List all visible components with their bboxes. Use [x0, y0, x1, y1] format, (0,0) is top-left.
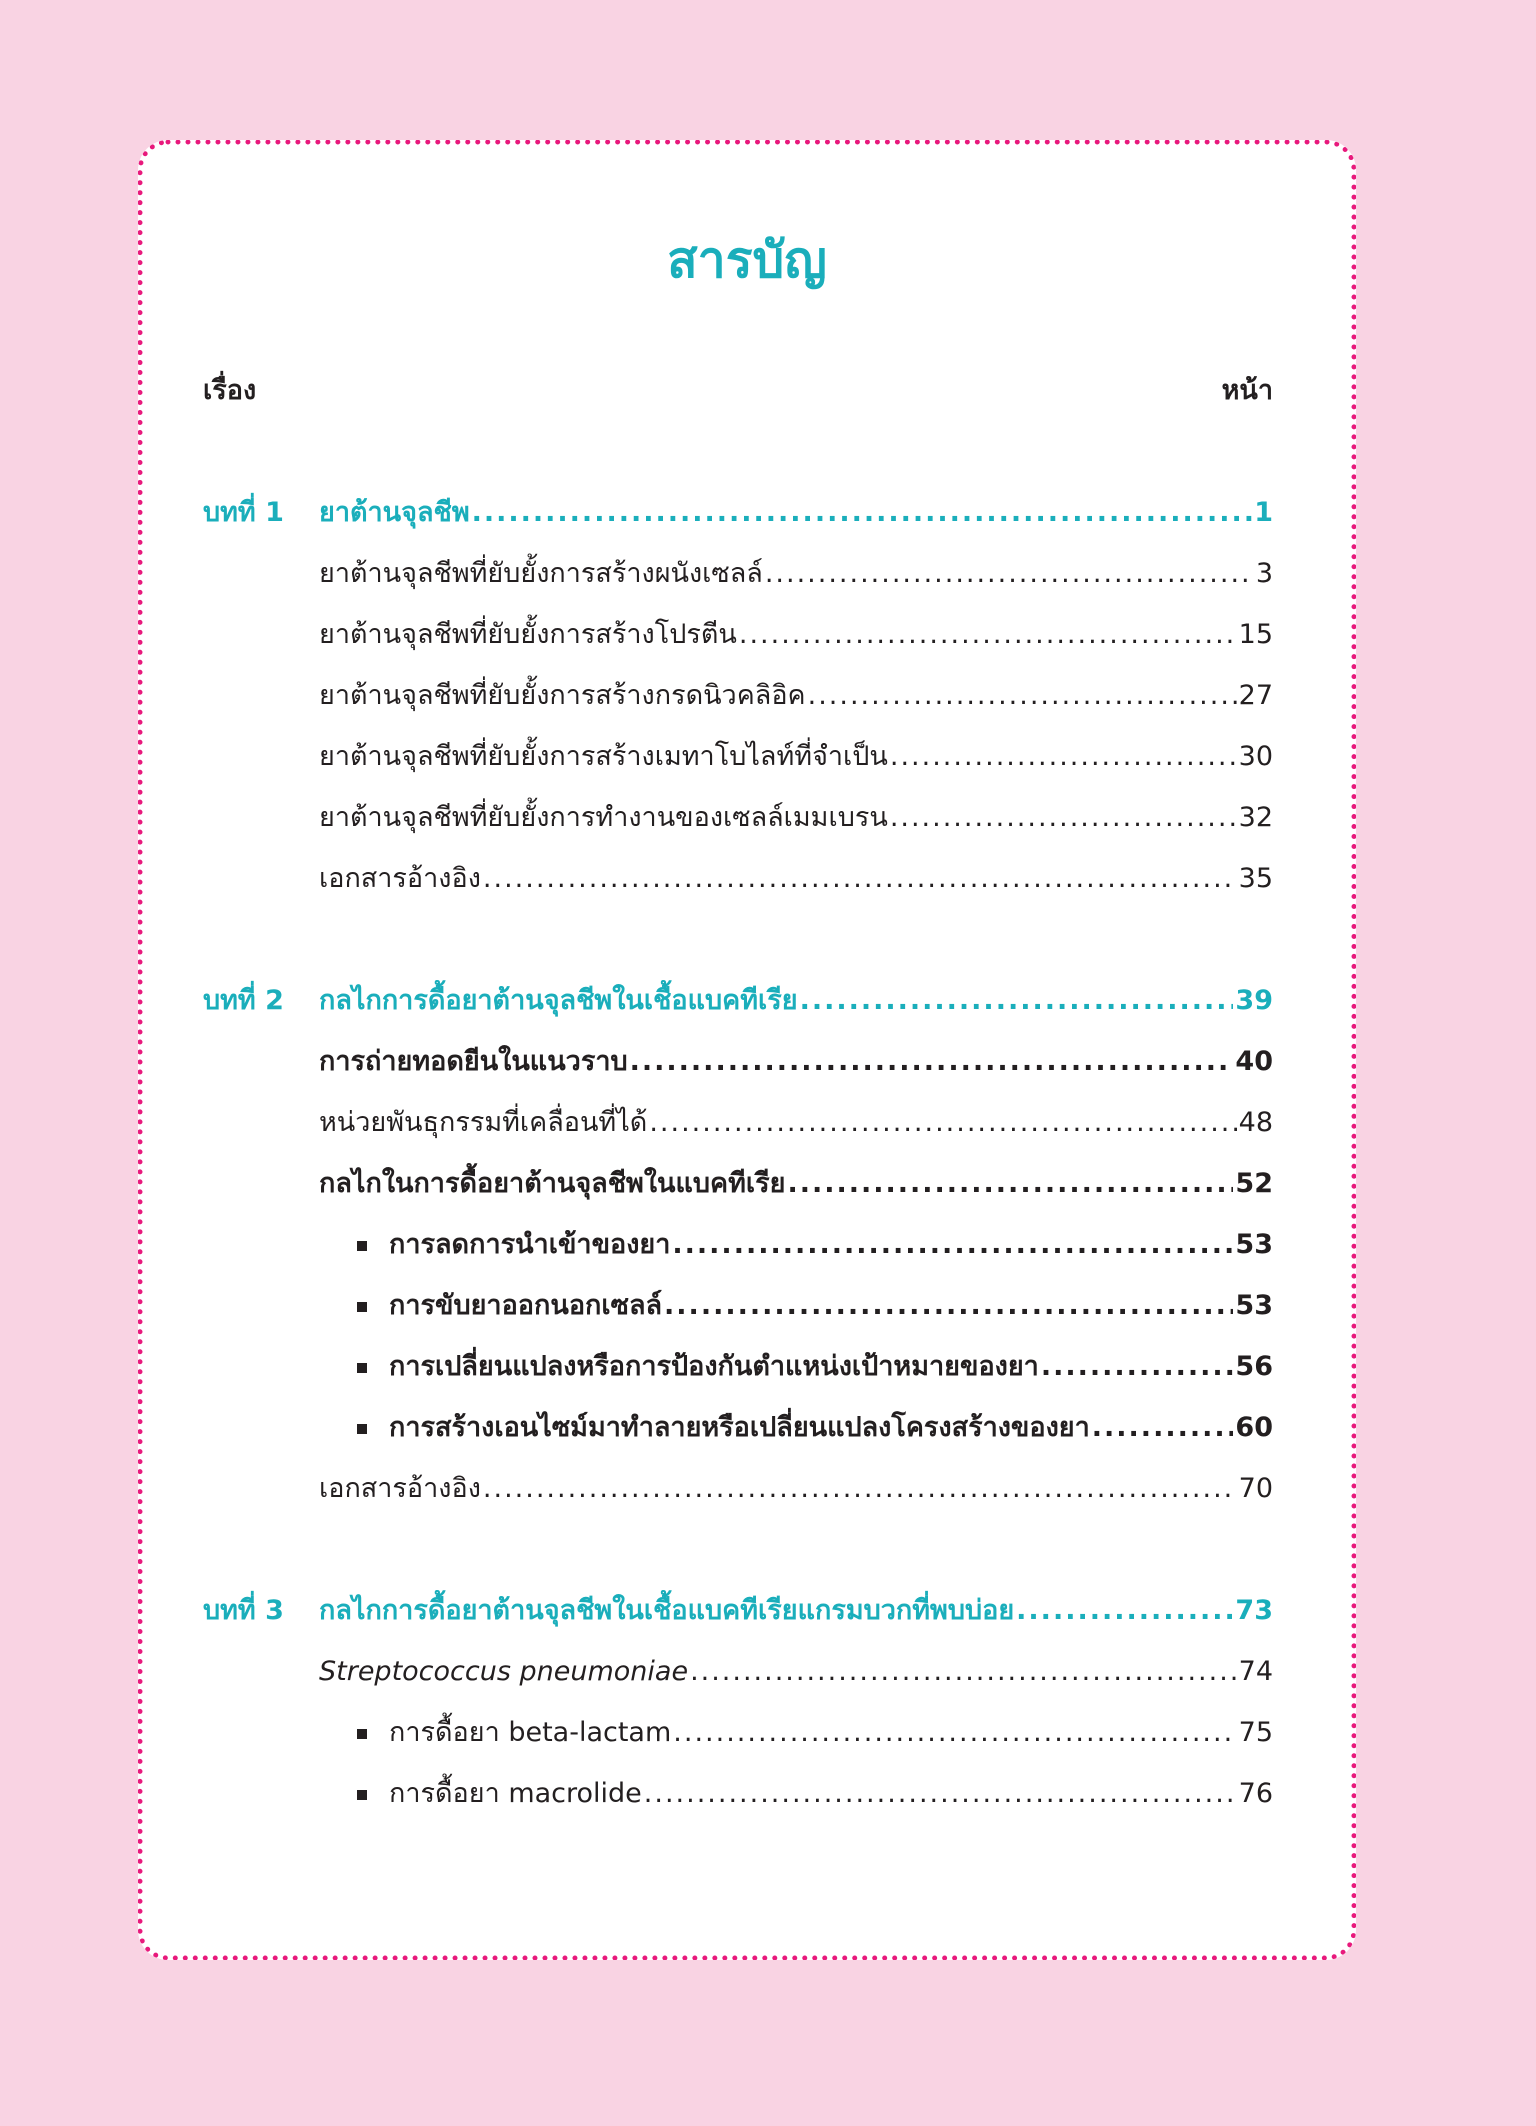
page-number: 76: [1238, 1778, 1273, 1809]
column-heading-page: หน้า: [1221, 375, 1273, 406]
toc-entry[interactable]: [143, 1164, 1273, 1204]
page-number: 27: [1238, 680, 1273, 711]
page-number: 30: [1238, 741, 1273, 772]
page-number: 74: [1238, 1656, 1273, 1687]
dot-leader: [1092, 1408, 1234, 1448]
chapter-number: บทที่ 3: [203, 1595, 284, 1626]
dot-leader: [483, 1469, 1237, 1509]
toc-subentry[interactable]: [143, 1774, 1273, 1814]
page-number: 75: [1238, 1717, 1273, 1748]
toc-chapter-1[interactable]: [143, 493, 1273, 533]
entry-label: การดื้อยา macrolide: [389, 1778, 642, 1809]
entry-label: ยาต้านจุลชีพที่ยับยั้งการสร้างโปรตีน: [319, 619, 737, 650]
page-title: สารบัญ: [667, 231, 827, 289]
toc-entry[interactable]: [143, 1469, 1273, 1509]
toc-entry[interactable]: [143, 1652, 1273, 1692]
chapter-number: บทที่ 1: [203, 497, 284, 528]
chapter-title: ยาต้านจุลชีพ: [319, 497, 470, 528]
toc-entry[interactable]: [143, 737, 1273, 777]
page-number: 32: [1238, 802, 1273, 833]
dot-leader: [483, 859, 1237, 899]
square-bullet-icon: [357, 1729, 367, 1739]
page-number: 39: [1235, 985, 1273, 1016]
toc-entry[interactable]: [143, 798, 1273, 838]
page-number: 48: [1238, 1107, 1273, 1138]
entry-label: ยาต้านจุลชีพที่ยับยั้งการสร้างกรดนิวคลิอิค: [319, 680, 806, 711]
entry-label: การขับยาออกนอกเซลล์: [389, 1290, 663, 1321]
entry-label: ยาต้านจุลชีพที่ยับยั้งการทำงานของเซลล์เมมเบรน: [319, 802, 888, 833]
toc-entry[interactable]: [143, 554, 1273, 594]
toc-card: [138, 140, 1356, 1960]
dot-leader: [1016, 1591, 1233, 1631]
entry-label: กลไกในการดื้อยาต้านจุลชีพในแบคทีเรีย: [319, 1168, 786, 1199]
entry-label: Streptococcus pneumoniae: [319, 1656, 689, 1687]
dot-leader: [630, 1042, 1234, 1082]
dot-leader: [890, 737, 1237, 777]
chapter-title: กลไกการดื้อยาต้านจุลชีพในเชื้อแบคทีเรียแกรมบวกที่พบบ่อย: [319, 1595, 1015, 1626]
dot-leader: [649, 1103, 1236, 1143]
entry-label: ยาต้านจุลชีพที่ยับยั้งการสร้างผนังเซลล์: [319, 558, 763, 589]
entry-label: หน่วยพันธุกรรมที่เคลื่อนที่ได้: [319, 1107, 648, 1138]
dot-leader: [739, 615, 1237, 655]
entry-label: เอกสารอ้างอิง: [319, 1473, 481, 1504]
toc-chapter-2[interactable]: [143, 981, 1273, 1021]
entry-label: การถ่ายทอดยีนในแนวราบ: [319, 1046, 628, 1077]
square-bullet-icon: [357, 1302, 367, 1312]
dot-leader: [787, 1164, 1233, 1204]
page-number: 3: [1255, 558, 1273, 589]
dot-leader: [472, 493, 1253, 533]
toc-entry[interactable]: [143, 615, 1273, 655]
dot-leader: [800, 981, 1234, 1021]
page-number: 35: [1238, 863, 1273, 894]
page-number: 40: [1235, 1046, 1273, 1077]
dot-leader: [765, 554, 1254, 594]
square-bullet-icon: [357, 1241, 367, 1251]
page-number: 60: [1235, 1412, 1273, 1443]
page-number: 52: [1235, 1168, 1273, 1199]
dot-leader: [1041, 1347, 1234, 1387]
square-bullet-icon: [357, 1363, 367, 1373]
dot-leader: [672, 1225, 1233, 1265]
entry-label: การเปลี่ยนแปลงหรือการป้องกันตำแหน่งเป้าหมายของยา: [389, 1351, 1039, 1382]
page-number: 53: [1235, 1290, 1273, 1321]
toc-entry[interactable]: [143, 1042, 1273, 1082]
page-number: 70: [1238, 1473, 1273, 1504]
toc-subentry[interactable]: [143, 1408, 1273, 1448]
chapter-title: กลไกการดื้อยาต้านจุลชีพในเชื้อแบคทีเรีย: [319, 985, 798, 1016]
dot-leader: [664, 1286, 1233, 1326]
page-number: 73: [1235, 1595, 1273, 1626]
dot-leader: [890, 798, 1237, 838]
dot-leader: [690, 1652, 1237, 1692]
dot-leader: [644, 1774, 1237, 1814]
square-bullet-icon: [357, 1790, 367, 1800]
page-number: 15: [1238, 619, 1273, 650]
entry-label: การลดการนำเข้าของยา: [389, 1229, 671, 1260]
square-bullet-icon: [357, 1424, 367, 1434]
toc-entry[interactable]: [143, 859, 1273, 899]
entry-label: การดื้อยา beta-lactam: [389, 1717, 672, 1748]
column-heading-topic: เรื่อง: [203, 375, 257, 406]
toc-chapter-3[interactable]: [143, 1591, 1273, 1631]
toc-subentry[interactable]: [143, 1347, 1273, 1387]
chapter-number: บทที่ 2: [203, 985, 284, 1016]
toc-subentry[interactable]: [143, 1286, 1273, 1326]
dot-leader: [673, 1713, 1236, 1753]
toc-subentry[interactable]: [143, 1713, 1273, 1753]
page-number: 53: [1235, 1229, 1273, 1260]
toc-entry[interactable]: [143, 1103, 1273, 1143]
entry-label: การสร้างเอนไซม์มาทำลายหรือเปลี่ยนแปลงโครงสร้างของยา: [389, 1412, 1090, 1443]
page-number: 1: [1254, 497, 1273, 528]
entry-label: เอกสารอ้างอิง: [319, 863, 481, 894]
dot-leader: [808, 676, 1237, 716]
toc-subentry[interactable]: [143, 1225, 1273, 1265]
page-number: 56: [1235, 1351, 1273, 1382]
entry-label: ยาต้านจุลชีพที่ยับยั้งการสร้างเมทาโบไลท์ที่จำเป็น: [319, 741, 888, 772]
toc-entry[interactable]: [143, 676, 1273, 716]
